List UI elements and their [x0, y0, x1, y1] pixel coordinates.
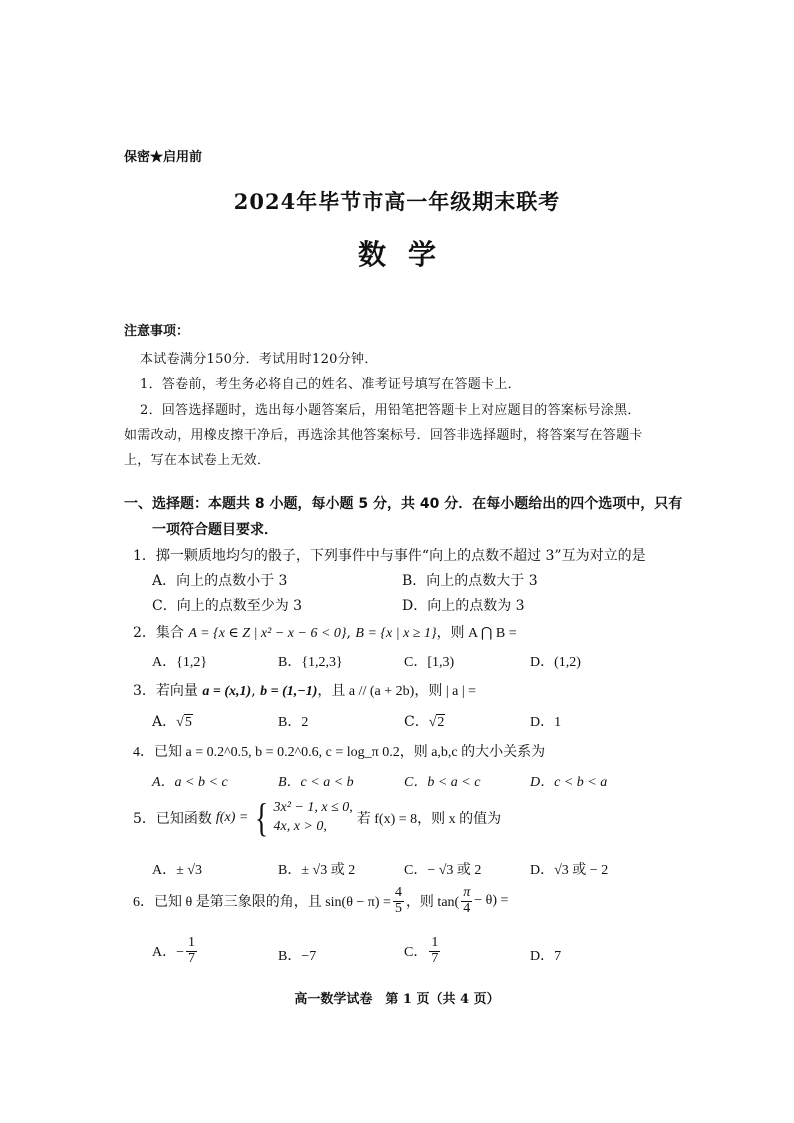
radicand: 2 [437, 715, 445, 730]
page-footer: 高一数学试卷 第 1 页（共 4 页） [294, 992, 500, 1007]
question-5-option-b: B．± √3 或 2 [278, 863, 356, 878]
question-4-option-d: D．c < b < a [530, 775, 608, 790]
question-5-function: f(x) = [215, 810, 249, 825]
question-2-stem: 2．集合 A = {x ∈ Z | x² − x − 6 < 0}, B = {x | x ≥ 1}，则 A ⋂ B = [133, 625, 517, 641]
question-2-option-c: C．[1,3) [404, 655, 455, 670]
notice-line-5: 上，写在本试卷上无效． [124, 453, 271, 468]
radicand: 5 [184, 715, 192, 730]
denominator: 7 [188, 950, 196, 966]
denominator: 5 [394, 900, 402, 916]
question-1-stem: 1．掷一颗质地均匀的骰子，下列事件中与事件“向上的点数不超过 3”互为对立的是 [133, 548, 646, 564]
question-2-set-b: B = {x | x ≥ 1} [355, 626, 437, 641]
question-3-option-b: B．2 [278, 715, 309, 730]
section-heading-cont: 一项符合题目要求． [152, 522, 278, 538]
denominator: 4 [463, 900, 471, 916]
section-heading: 一、选择题：本题共 8 小题，每小题 5 分，共 40 分．在每小题给出的四个选项中，只有 [124, 496, 683, 512]
question-4-option-a: A．a < b < c [152, 775, 228, 790]
option-label: C． [404, 714, 429, 730]
denominator: 7 [431, 950, 439, 966]
question-5-option-c: C．− √3 或 2 [404, 863, 482, 878]
question-3-option-a [152, 711, 193, 731]
case-2: 4x, x > 0, [273, 819, 327, 834]
question-6-option-b: B．−7 [278, 949, 317, 964]
question-3-option-d: D．1 [530, 715, 562, 730]
notice-heading: 注意事项： [124, 324, 190, 339]
question-5-option-d: D．√3 或 − 2 [530, 863, 609, 878]
question-6-end: − θ) = [474, 893, 509, 909]
option-label: A．− [152, 945, 185, 961]
question-6-stem [133, 886, 508, 916]
question-5-number: 5．已知函数 [133, 811, 212, 827]
question-3-option-c [404, 711, 445, 731]
question-4-option-c: C．b < a < c [404, 775, 481, 790]
question-1-option-a: A．向上的点数小于 3 [152, 573, 288, 589]
question-2-set-a: A = {x ∈ Z | x² − x − 6 < 0} [188, 626, 347, 641]
fraction-four-fifths [393, 886, 404, 916]
confidential-label: 保密★启用前 [124, 150, 203, 165]
piecewise-cases [274, 799, 353, 837]
question-2-option-b: B．{1,2,3} [278, 655, 343, 670]
fraction [429, 936, 440, 966]
question-4-stem: 4．已知 a = 0.2^0.5, b = 0.2^0.6, c = log_π 0.2，则 a,b,c 的大小关系为 [133, 745, 546, 760]
question-6-option-c [404, 936, 442, 966]
question-2-tail: ，则 A ⋂ B = [436, 626, 517, 641]
question-3-stem: 3．若向量 a = (x,1), b = (1,−1)，且 a // (a + 2b)，则 | a | = [133, 683, 477, 699]
notice-line-1: 本试卷满分150分．考试用时120分钟． [140, 352, 378, 367]
numerator: π [463, 885, 471, 900]
left-brace-icon: { [255, 795, 269, 840]
question-4-option-b: B．c < a < b [278, 775, 354, 790]
numerator: 1 [431, 935, 439, 950]
question-3-condition: ，且 a // (a + 2b)，则 | a | = [317, 684, 477, 699]
question-2-option-d: D．(1,2) [530, 655, 581, 670]
question-1-option-d: D．向上的点数为 3 [402, 598, 525, 614]
question-5-tail: 若 f(x) = 8，则 x 的值为 [356, 812, 502, 827]
question-3-vector-a: a = (x,1) [202, 684, 252, 699]
question-6-option-d: D．7 [530, 949, 562, 964]
case-1: 3x² − 1, x ≤ 0, [273, 800, 353, 816]
option-label: A． [152, 714, 177, 730]
question-6-mid: ，则 tan( [405, 895, 460, 911]
subject-title: 数学 [357, 238, 458, 271]
notice-line-4: 如需改动，用橡皮擦干净后，再选涂其他答案标号．回答非选择题时，将答案写在答题卡 [124, 428, 643, 443]
question-6-lead: 6．已知 θ 是第三象限的角，且 sin(θ − π) = [133, 895, 391, 911]
exam-title: 2024年毕节市高一年级期末联考 [233, 189, 561, 214]
numerator: 4 [394, 885, 402, 900]
fraction [186, 936, 197, 966]
piecewise-function [252, 795, 353, 840]
question-2-number: 2．集合 [133, 625, 184, 641]
notice-line-3: 2．回答选择题时，选出每小题答案后，用铅笔把答题卡上对应题目的答案标号涂黑． [140, 403, 641, 418]
question-1-option-c: C．向上的点数至少为 3 [152, 598, 303, 614]
sqrt-expression: √5 [176, 715, 192, 730]
fraction-pi-over-four [461, 886, 472, 916]
question-5-stem [133, 795, 502, 840]
question-6-option-a [152, 936, 199, 966]
question-3-vector-b: b = (1,−1) [260, 684, 318, 699]
question-2-option-a: A．{1,2} [152, 655, 208, 670]
question-3-number: 3．若向量 [133, 683, 198, 699]
sqrt-expression: √2 [428, 715, 445, 730]
option-label: C． [404, 945, 428, 961]
numerator: 1 [188, 935, 196, 950]
question-1-option-b: B．向上的点数大于 3 [402, 573, 538, 589]
notice-line-2: 1．答卷前，考生务必将自己的姓名、准考证号填写在答题卡上． [140, 377, 521, 392]
question-5-option-a: A．± √3 [152, 863, 202, 878]
